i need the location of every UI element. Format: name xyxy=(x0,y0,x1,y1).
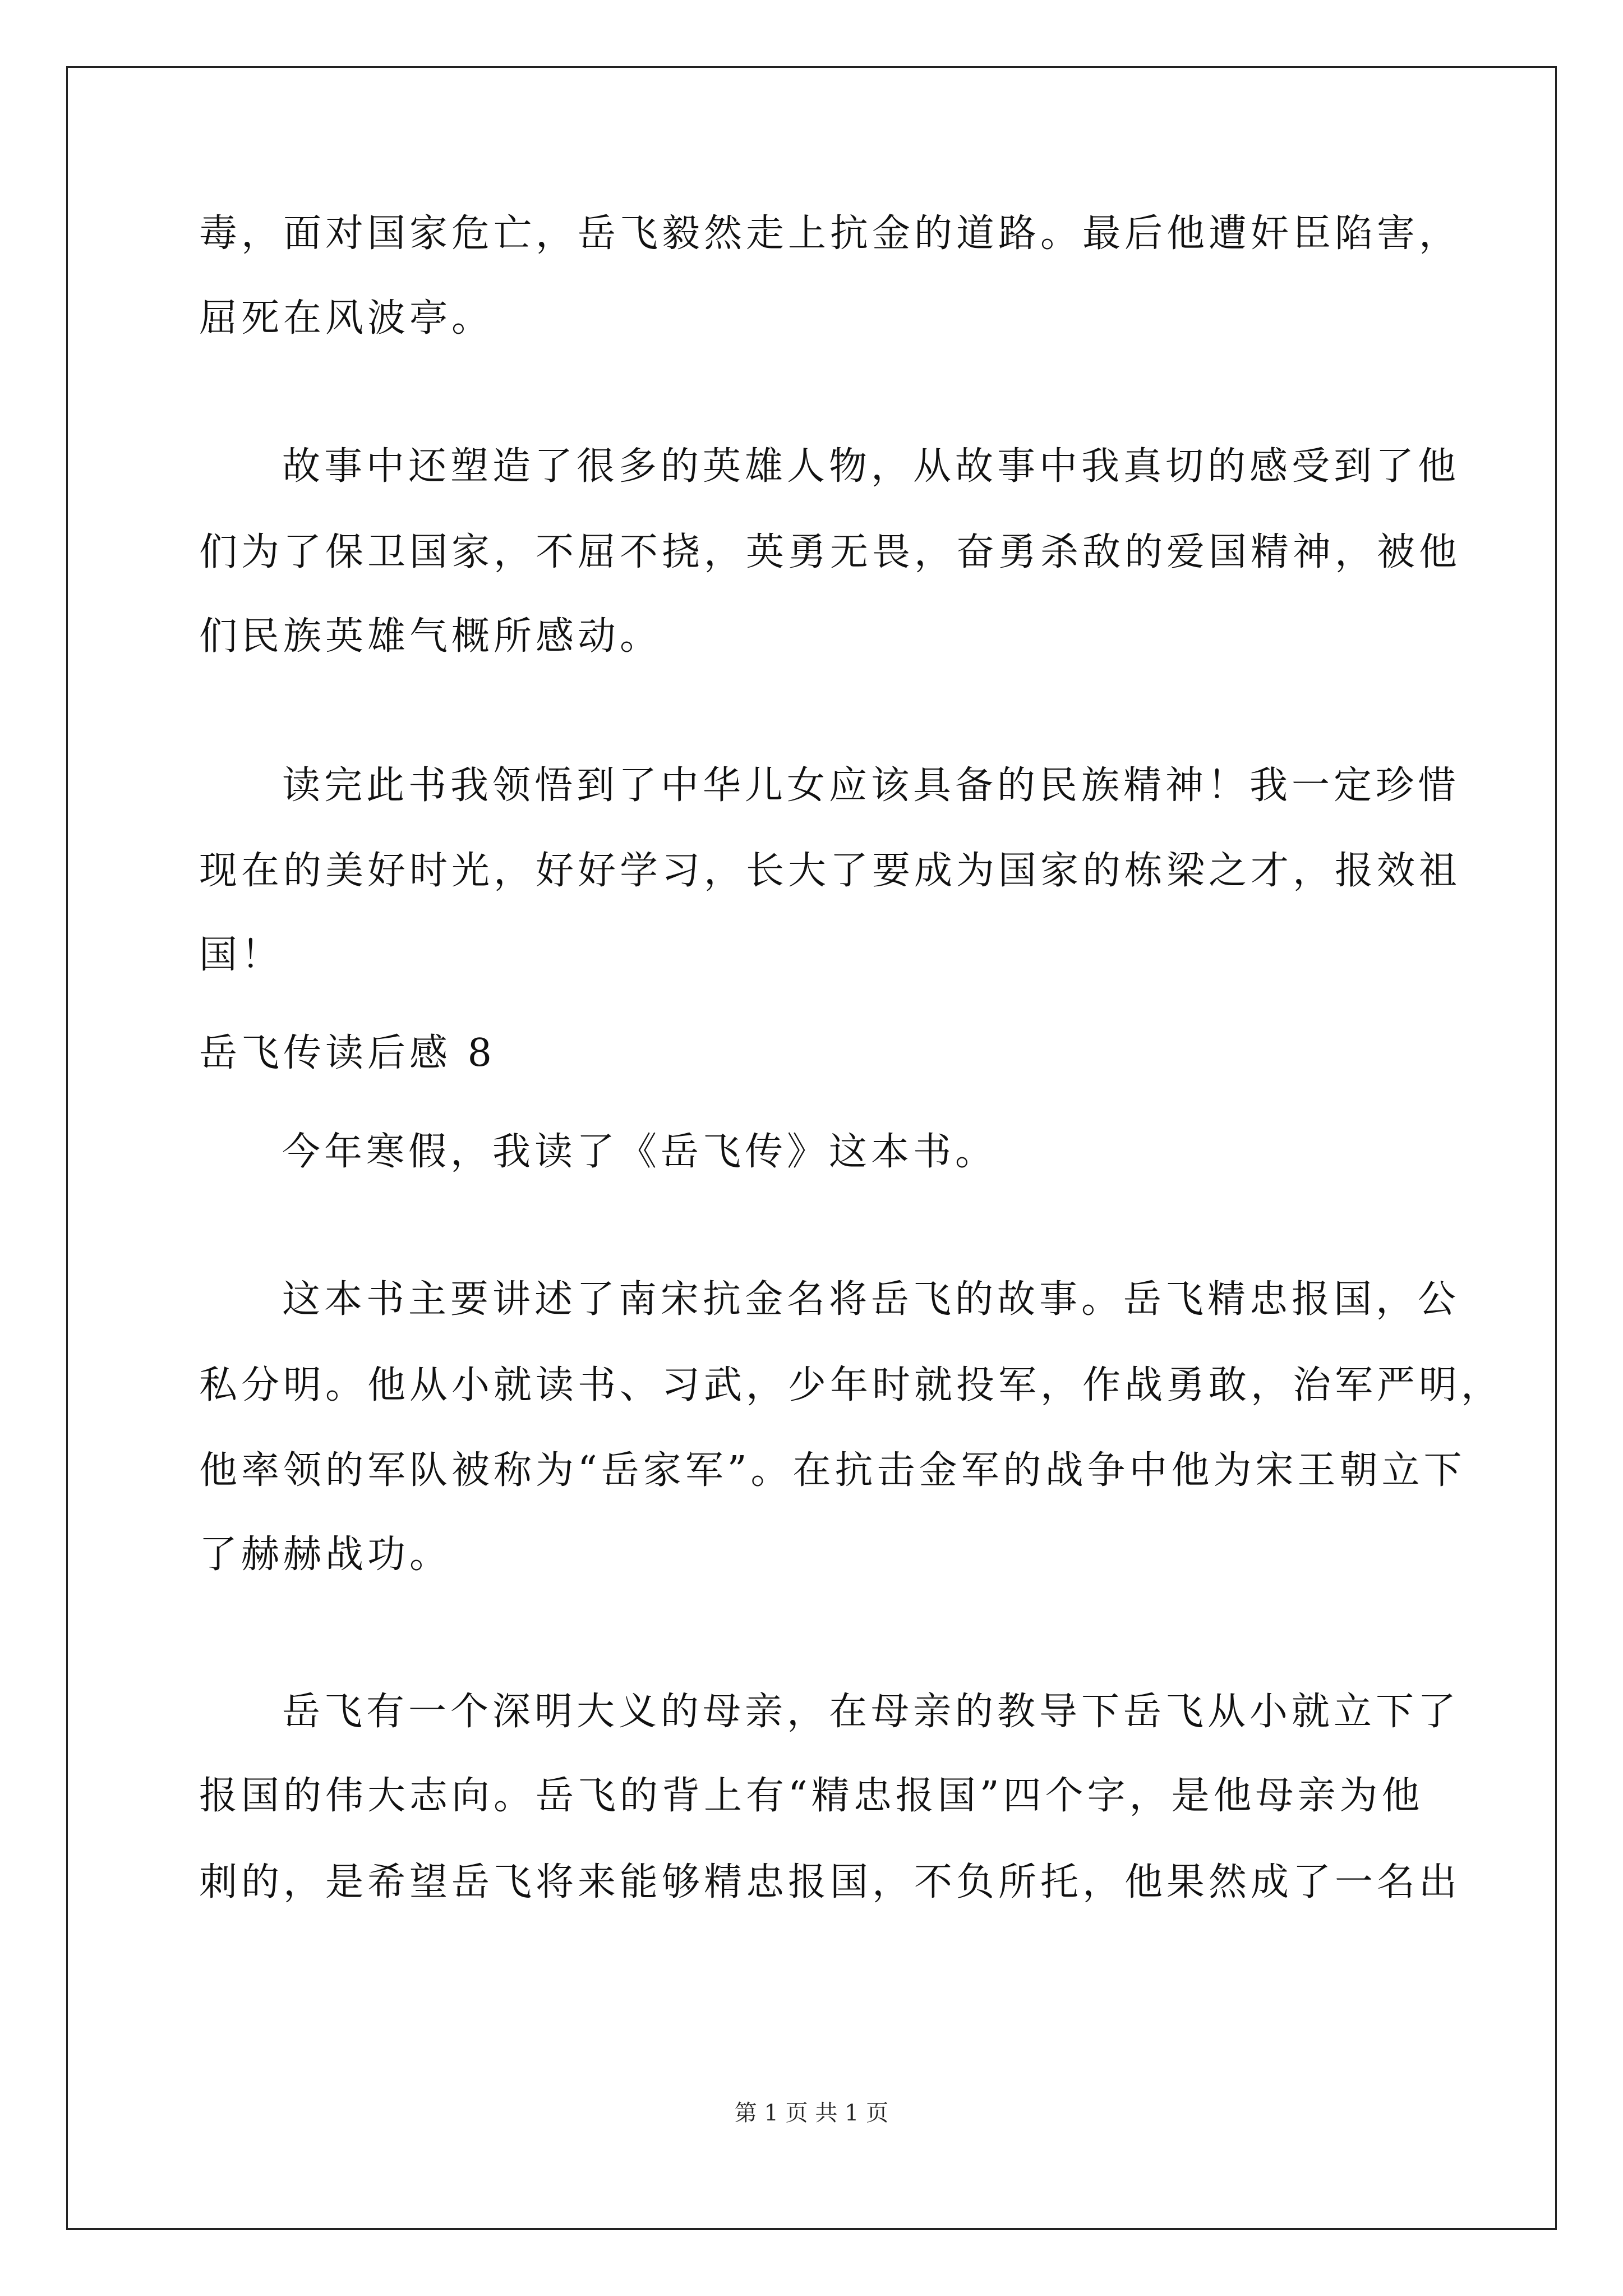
text-line: 们民族英雄气概所感动。 xyxy=(199,614,662,659)
text-line: 国！ xyxy=(199,933,284,977)
text-line: 屈死在风波亭。 xyxy=(199,296,494,341)
text-line: 报国的伟大志向。岳飞的背上有“精忠报国”四个字，是他母亲为他 xyxy=(199,1774,1424,1818)
text-line: 现在的美好时光，好好学习，长大了要成为国家的栋梁之才，报效祖 xyxy=(199,849,1461,893)
text-line: 毒，面对国家危亡，岳飞毅然走上抗金的道路。最后他遭奸臣陷害， xyxy=(199,211,1461,256)
page-footer: 第 1 页 共 1 页 xyxy=(734,2100,889,2126)
text-line: 刺的，是希望岳飞将来能够精忠报国，不负所托，他果然成了一名出 xyxy=(199,1860,1461,1904)
section-heading: 岳飞传读后感 8 xyxy=(199,1031,496,1075)
text-line: 私分明。他从小就读书、习武，少年时就投军，作战勇敢，治军严明， xyxy=(199,1363,1504,1407)
paragraph-first-line: 故事中还塑造了很多的英雄人物，从故事中我真切的感受到了他 xyxy=(282,444,1460,489)
paragraph-first-line: 岳飞有一个深明大义的母亲，在母亲的教导下岳飞从小就立下了 xyxy=(282,1690,1460,1734)
text-line: 他率领的军队被称为“岳家军”。在抗击金军的战争中他为宋王朝立下 xyxy=(199,1448,1466,1493)
paragraph-first-line: 这本书主要讲述了南宋抗金名将岳飞的故事。岳飞精忠报国，公 xyxy=(282,1277,1460,1322)
text-line: 了赫赫战功。 xyxy=(199,1533,452,1577)
paragraph-first-line: 今年寒假，我读了《岳飞传》这本书。 xyxy=(282,1130,998,1174)
paragraph-first-line: 读完此书我领悟到了中华儿女应该具备的民族精神！我一定珍惜 xyxy=(282,763,1460,808)
text-line: 们为了保卫国家，不屈不挠，英勇无畏，奋勇杀敌的爱国精神，被他 xyxy=(199,530,1461,574)
